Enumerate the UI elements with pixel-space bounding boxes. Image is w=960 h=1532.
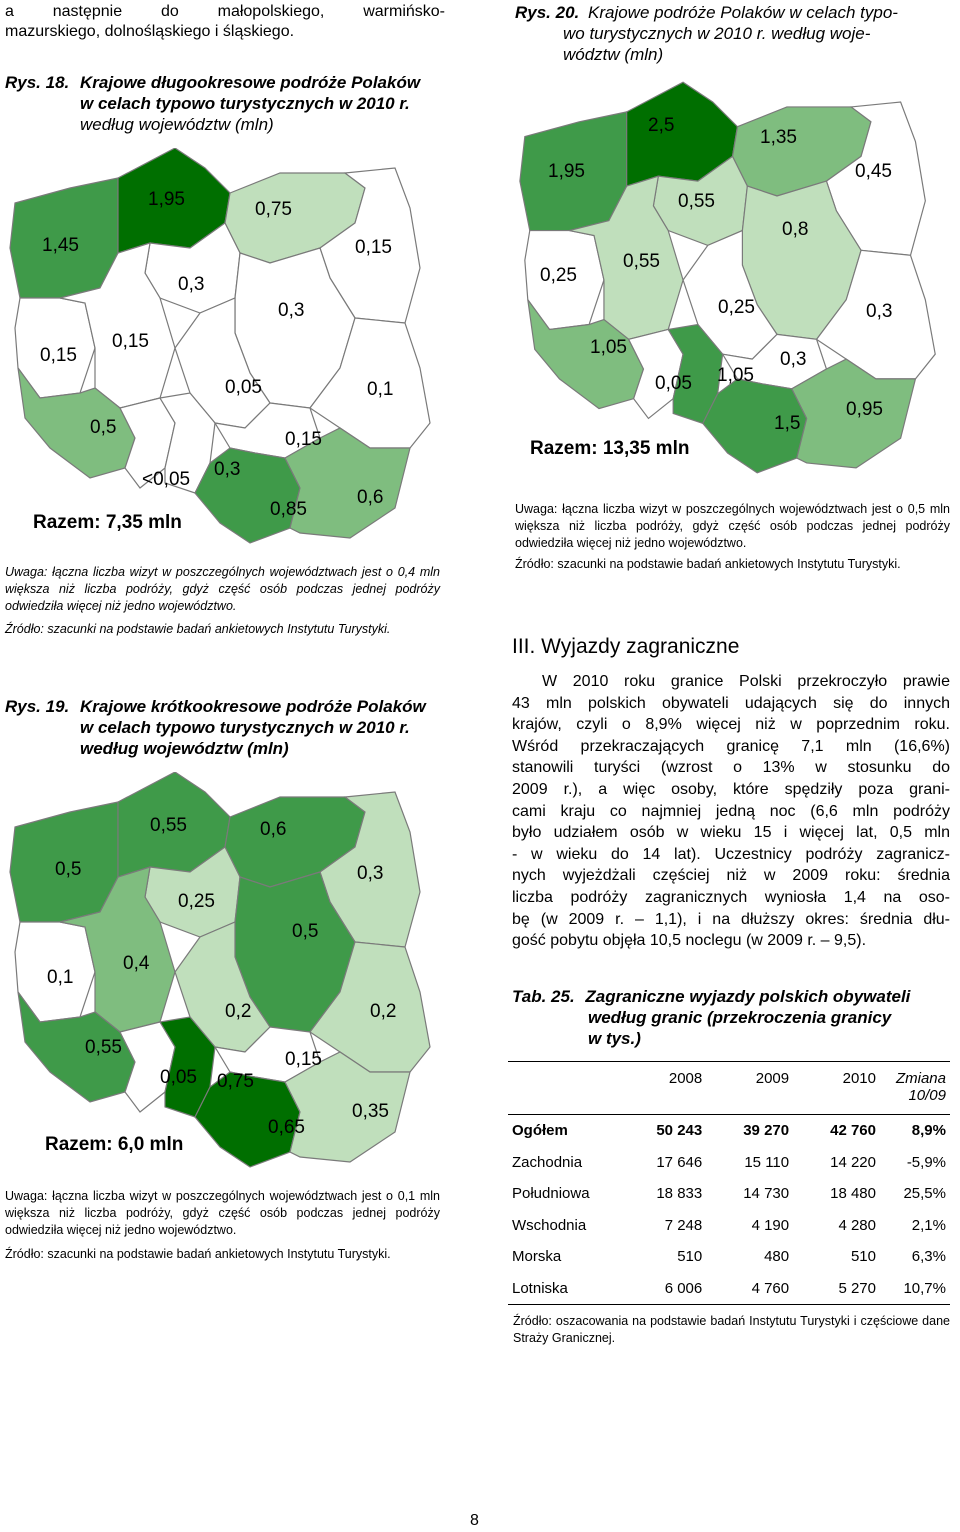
tab25-cell-label: Morska xyxy=(512,1248,562,1266)
fig20-source xyxy=(515,556,955,573)
fig20-note xyxy=(515,501,950,552)
para-line-7: cami kraju co najmniej jedną noc (6,6 mln podróży xyxy=(512,802,950,820)
tab25-cell-label: Zachodnia xyxy=(512,1153,583,1171)
fig19-label-podkarpackie: 0,35 xyxy=(352,1101,389,1122)
fig18-label-swietokrzyskie: 0,15 xyxy=(285,429,322,450)
tab25-title-2: według granic (przekroczenia granicy xyxy=(588,1008,892,1027)
tab25-cell-change: 25,5% xyxy=(903,1185,946,1203)
fig19-label-lubuskie: 0,1 xyxy=(47,967,74,988)
para-line-12: bę (w 2009 r. – 1,1), i na dłuższy okres: średnia dłu- xyxy=(512,910,950,928)
fig18-label-warminsko-mazurskie: 0,75 xyxy=(255,199,292,220)
fig18-source-text: Źródło: szacunki na podstawie badań ankietowych Instytutu Turystyki. xyxy=(5,622,391,636)
fig20-label-mazowieckie: 0,8 xyxy=(782,219,809,240)
fig20-label-kujawsko-pomorskie: 0,55 xyxy=(678,191,715,212)
tab25-cell-label: Wschodnia xyxy=(512,1216,587,1234)
page-number: 8 xyxy=(470,1512,479,1529)
section-heading: III. Wyjazdy zagraniczne xyxy=(512,635,740,658)
tab25-cell-2008: 18 833 xyxy=(656,1185,703,1203)
fig18-source xyxy=(5,621,445,638)
fig18-label-slaskie: 0,3 xyxy=(214,459,241,480)
fig18-label-podkarpackie: 0,6 xyxy=(357,487,384,508)
fig19-title-1: Krajowe krótkookresowe podróże Polaków xyxy=(80,697,426,716)
tab25-cell-2009: 4 760 xyxy=(706,1273,793,1305)
fig20-num: Rys. 20. xyxy=(515,3,580,22)
fig19-label-pomorskie: 0,55 xyxy=(150,815,187,836)
fig20-label-pomorskie: 2,5 xyxy=(648,115,675,136)
tab25-title-1: Zagraniczne wyjazdy polskich obywateli xyxy=(585,987,911,1006)
tab25-cell-2008: 510 xyxy=(677,1248,703,1266)
tab25-title-3: w tys.) xyxy=(588,1029,641,1048)
fig19-label-kujawsko-pomorskie: 0,25 xyxy=(178,891,215,912)
fig19-label-zachodniopomorskie: 0,5 xyxy=(55,859,82,880)
section-paragraph xyxy=(512,671,950,952)
intro-text xyxy=(5,2,445,42)
fig19-label-lodzkie: 0,2 xyxy=(225,1001,252,1022)
region-malopolskie xyxy=(195,448,300,543)
fig18-total: Razem: 7,35 mln xyxy=(33,512,182,533)
tab25-cell-change: 8,9% xyxy=(880,1115,950,1147)
para-line-13: gość pobytu objęła 10,5 noclegu (w 2009 r. – 9,5). xyxy=(512,932,867,950)
fig18-note xyxy=(5,564,440,615)
fig18-title-3: według województw (mln) xyxy=(80,115,274,134)
map-fig18 xyxy=(0,148,450,548)
fig20-label-dolnoslaskie: 1,05 xyxy=(590,337,627,358)
tab25-row-morska xyxy=(508,1241,950,1273)
tab25-cell-2009: 480 xyxy=(764,1248,790,1266)
tab25-source xyxy=(513,1313,950,1347)
tab25-cell-change: 2,1% xyxy=(911,1216,946,1234)
fig19-caption xyxy=(5,696,455,759)
tab25-header-row xyxy=(508,1062,950,1115)
fig19-label-opolskie: 0,05 xyxy=(160,1067,197,1088)
tab25-header-change xyxy=(880,1062,950,1115)
fig19-label-mazowieckie: 0,5 xyxy=(292,921,319,942)
fig19-label-dolnoslaskie: 0,55 xyxy=(85,1037,122,1058)
fig18-num: Rys. 18. xyxy=(5,73,70,92)
tab25-cell-2009: 14 730 xyxy=(743,1185,790,1203)
fig20-label-malopolskie: 1,5 xyxy=(774,413,801,434)
fig18-label-wielkopolskie: 0,15 xyxy=(112,331,149,352)
tab25-row-poludniowa xyxy=(508,1178,950,1210)
para-line-5: stanowili turyści (wzrost o 13% w stosunku do xyxy=(512,759,950,777)
fig18-caption xyxy=(5,72,455,135)
tab25-cell-2009: 15 110 xyxy=(744,1153,790,1171)
fig19-total: Razem: 6,0 mln xyxy=(45,1134,184,1155)
fig20-label-wielkopolskie: 0,55 xyxy=(623,251,660,272)
tab25-row-wschodnia xyxy=(508,1210,950,1242)
fig19-source-text: Źródło: szacunki na podstawie badań ankietowych Instytutu Turystyki. xyxy=(5,1247,391,1261)
tab25-cell-change: 6,3% xyxy=(911,1248,946,1266)
para-line-6: 2009 r.), a więc osoby, które spędziły poza grani- xyxy=(512,780,950,798)
fig20-label-lubuskie: 0,25 xyxy=(540,265,577,286)
fig20-caption xyxy=(515,2,955,65)
fig18-label-mazowieckie: 0,3 xyxy=(278,300,305,321)
tab25-header-2010: 2010 xyxy=(793,1062,880,1115)
fig19-note xyxy=(5,1188,440,1239)
para-line-10: nych wyjeżdżali częściej niż w 2009 roku: średnia xyxy=(512,867,950,885)
fig18-title-2: w celach typowo turystycznych w 2010 r. xyxy=(80,94,410,113)
fig20-source-text: Źródło: szacunki na podstawie badań ankietowych Instytutu Turystyki. xyxy=(515,557,901,571)
fig20-total: Razem: 13,35 mln xyxy=(530,438,690,459)
fig18-note-text: Uwaga: łączna liczba wizyt w poszczególnych województwach jest o 0,4 mln większa niż liczba podróży, gdyż część osób podczas jednej podróży odwiedziła więcej niż jedno województwo. xyxy=(5,565,440,613)
fig18-label-dolnoslaskie: 0,5 xyxy=(90,417,117,438)
map-fig20 xyxy=(510,80,955,480)
fig19-label-lubelskie: 0,2 xyxy=(370,1001,397,1022)
fig19-label-malopolskie: 0,65 xyxy=(268,1117,305,1138)
tab25-cell-2010: 18 480 xyxy=(830,1185,876,1203)
tab25-cell-2009: 39 270 xyxy=(706,1115,793,1147)
fig19-label-swietokrzyskie: 0,15 xyxy=(285,1049,322,1070)
tab25-cell-2008: 50 243 xyxy=(623,1115,706,1147)
para-line-11: liczba podróży zagranicznych wyniosła 1,4 na oso- xyxy=(512,888,950,906)
para-line-8: było udziałem osób w wieku 15 i więcej lat, 0,5 mln xyxy=(512,824,950,842)
intro-line-1: a następnie do małopolskiego, warmińsko- xyxy=(5,3,445,20)
tab25-cell-label: Lotniska xyxy=(508,1273,623,1305)
tab25-row-lotniska xyxy=(508,1273,950,1305)
tab25-header-change-text: Zmiana 10/09 xyxy=(895,1070,946,1104)
fig18-label-opolskie: <0,05 xyxy=(142,469,191,490)
fig18-label-lubuskie: 0,15 xyxy=(40,345,77,366)
fig20-label-zachodniopomorskie: 1,95 xyxy=(548,161,585,182)
fig19-title-2: w celach typowo turystycznych w 2010 r. xyxy=(80,718,410,737)
fig19-label-wielkopolskie: 0,4 xyxy=(123,953,150,974)
tab25-caption xyxy=(512,986,952,1049)
fig19-label-warminsko-mazurskie: 0,6 xyxy=(260,819,287,840)
tab25-source-text: Źródło: oszacowania na podstawie badań Instytutu Turystyki i częściowe dane Straży Granicznej. xyxy=(513,1314,950,1345)
tab25-table xyxy=(508,1061,950,1305)
fig18-label-pomorskie: 1,95 xyxy=(148,189,185,210)
fig19-num: Rys. 19. xyxy=(5,697,70,716)
tab25-cell-2010: 510 xyxy=(850,1248,876,1266)
fig20-label-opolskie: 0,05 xyxy=(655,373,692,394)
fig19-title-3: według województw (mln) xyxy=(80,739,289,758)
map-fig19 xyxy=(0,772,450,1172)
fig20-title-1: Krajowe podróże Polaków w celach typo- xyxy=(588,3,898,22)
tab25-cell-2008: 7 248 xyxy=(664,1216,703,1234)
tab25-cell-label: Południowa xyxy=(512,1185,590,1203)
fig20-label-warminsko-mazurskie: 1,35 xyxy=(760,127,797,148)
fig20-label-swietokrzyskie: 0,3 xyxy=(780,349,807,370)
para-line-3: krajów, czyli o 8,9% więcej niż w poprzednim roku. xyxy=(512,716,950,734)
para-line-1: W 2010 roku granice Polski przekroczyło prawie xyxy=(542,673,950,690)
fig19-source xyxy=(5,1246,440,1263)
fig18-label-kujawsko-pomorskie: 0,3 xyxy=(178,274,205,295)
tab25-header-2008: 2008 xyxy=(623,1062,706,1115)
tab25-cell-2008: 6 006 xyxy=(623,1273,706,1305)
tab25-header-2009: 2009 xyxy=(706,1062,793,1115)
fig19-label-slaskie: 0,75 xyxy=(217,1071,254,1092)
tab25-cell-change: -5,9% xyxy=(906,1153,946,1171)
para-line-2: 43 mln polskich obywateli udających się do innych xyxy=(512,694,950,712)
tab25-row-zachodnia xyxy=(508,1147,950,1179)
fig20-label-lubelskie: 0,3 xyxy=(866,301,893,322)
fig20-note-text: Uwaga: łączna liczba wizyt w poszczególnych województwach jest o 0,5 mln większa niż liczba podróży, gdyż część osób podczas jednej podróży odwiedziła więcej niż jedno województwo. xyxy=(515,502,950,550)
fig18-title-1: Krajowe długookresowe podróże Polaków xyxy=(80,73,421,92)
tab25-cell-change: 10,7% xyxy=(880,1273,950,1305)
fig18-label-zachodniopomorskie: 1,45 xyxy=(42,235,79,256)
tab25-num: Tab. 25. xyxy=(512,987,575,1006)
fig18-label-podlaskie: 0,15 xyxy=(355,237,392,258)
fig20-title-3: wództw (mln) xyxy=(563,45,664,64)
fig19-label-podlaskie: 0,3 xyxy=(357,863,384,884)
intro-line-2: mazurskiego, dolnośląskiego i śląskiego. xyxy=(5,23,295,40)
fig18-label-lubelskie: 0,1 xyxy=(367,379,394,400)
tab25-cell-label: Ogółem xyxy=(508,1115,623,1147)
tab25-cell-2009: 4 190 xyxy=(751,1216,790,1234)
fig18-label-malopolskie: 0,85 xyxy=(270,499,307,520)
tab25-cell-2010: 5 270 xyxy=(793,1273,880,1305)
para-line-9: - w wieku do 14 lat). Uczestnicy podróży zagranicz- xyxy=(512,845,950,863)
tab25-cell-2010: 42 760 xyxy=(793,1115,880,1147)
tab25-cell-2010: 4 280 xyxy=(838,1216,876,1234)
fig20-label-podlaskie: 0,45 xyxy=(855,161,892,182)
fig18-label-lodzkie: 0,05 xyxy=(225,377,262,398)
fig20-label-podkarpackie: 0,95 xyxy=(846,399,883,420)
fig20-label-lodzkie: 0,25 xyxy=(718,297,755,318)
fig19-note-text: Uwaga: łączna liczba wizyt w poszczególnych województwach jest o 0,1 mln większa niż liczba podróży, gdyż część osób podczas jednej podróży odwiedziła więcej niż jedno województwo. xyxy=(5,1189,440,1237)
fig20-title-2: wo turystycznych w 2010 r. według woje- xyxy=(563,24,871,43)
tab25-cell-2010: 14 220 xyxy=(830,1153,876,1171)
tab25-cell-2008: 17 646 xyxy=(656,1153,703,1171)
para-line-4: Wśród przekraczających granicę 7,1 mln (16,6%) xyxy=(512,737,950,755)
tab25-header-empty xyxy=(508,1062,623,1115)
tab25-row-ogolem xyxy=(508,1115,950,1147)
fig20-label-slaskie: 1,05 xyxy=(717,365,754,386)
